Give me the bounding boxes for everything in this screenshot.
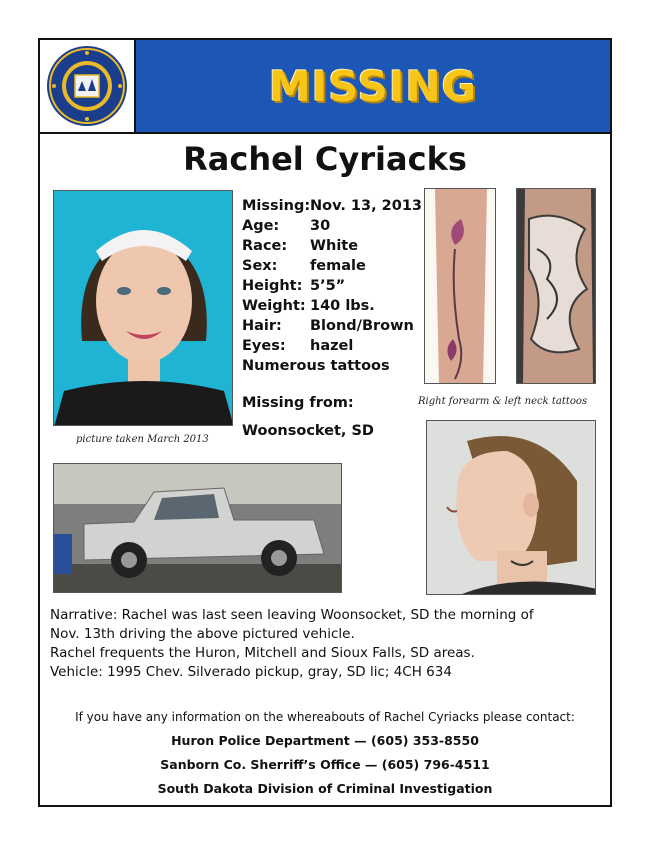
detail-label: Age: bbox=[242, 218, 280, 234]
portrait-photo bbox=[53, 190, 233, 426]
detail-label: Missing: bbox=[242, 198, 311, 214]
narrative-block bbox=[50, 606, 605, 682]
vehicle-photo bbox=[53, 463, 342, 593]
contact-sd-dci: South Dakota Division of Criminal Investigation bbox=[157, 781, 493, 796]
person-name: Rachel Cyriacks bbox=[183, 140, 467, 178]
detail-tattoo-note: Numerous tattoos bbox=[242, 358, 390, 374]
contact-intro: If you have any information on the whereabouts of Rachel Cyriacks please contact: bbox=[75, 710, 575, 724]
detail-label: Race: bbox=[242, 238, 288, 254]
contact-sanborn-sheriff: Sanborn Co. Sherriff’s Office — (605) 796-4511 bbox=[160, 757, 490, 772]
profile-image bbox=[427, 421, 596, 595]
poster-title: MISSING bbox=[268, 61, 478, 111]
detail-value: Nov. 13, 2013 bbox=[310, 198, 423, 214]
detail-label: Sex: bbox=[242, 258, 278, 274]
seal-box bbox=[40, 40, 136, 132]
detail-value: female bbox=[310, 258, 366, 274]
detail-value: Blond/Brown bbox=[310, 318, 414, 334]
poster-header bbox=[40, 40, 610, 134]
detail-sex bbox=[242, 256, 432, 276]
detail-label: Weight: bbox=[242, 298, 306, 314]
detail-label: Hair: bbox=[242, 318, 282, 334]
detail-value: 140 lbs. bbox=[310, 298, 375, 314]
detail-missing bbox=[242, 196, 432, 216]
detail-label: Eyes: bbox=[242, 338, 286, 354]
details-list bbox=[242, 196, 432, 376]
neck-tattoo-photo bbox=[516, 188, 596, 384]
detail-value: 30 bbox=[310, 218, 331, 234]
narrative-line: Rachel frequents the Huron, Mitchell and Sioux Falls, SD areas. bbox=[50, 645, 475, 661]
detail-value: 5’5” bbox=[310, 278, 346, 294]
forearm-tattoo-image bbox=[425, 189, 496, 384]
contact-block bbox=[40, 705, 610, 801]
tattoo-caption: Right forearm & left neck tattoos bbox=[418, 396, 588, 407]
detail-weight bbox=[242, 296, 432, 316]
contact-huron-police: Huron Police Department — (605) 353-8550 bbox=[171, 733, 479, 748]
forearm-tattoo-photo bbox=[424, 188, 496, 384]
detail-eyes bbox=[242, 336, 432, 356]
detail-label: Height: bbox=[242, 278, 303, 294]
detail-hair bbox=[242, 316, 432, 336]
portrait-caption: picture taken March 2013 bbox=[76, 434, 209, 445]
narrative-line: Vehicle: 1995 Chev. Silverado pickup, gray, SD lic; 4CH 634 bbox=[50, 664, 452, 680]
detail-height bbox=[242, 276, 432, 296]
missing-poster bbox=[38, 38, 612, 807]
missing-from-location: Woonsocket, SD bbox=[242, 423, 374, 439]
detail-age bbox=[242, 216, 432, 236]
portrait-image bbox=[54, 191, 233, 426]
profile-photo bbox=[426, 420, 596, 595]
missing-from-label: Missing from: bbox=[242, 395, 354, 411]
narrative-line: Nov. 13th driving the above pictured vehicle. bbox=[50, 626, 355, 642]
detail-value: hazel bbox=[310, 338, 354, 354]
narrative-line: Narrative: Rachel was last seen leaving Woonsocket, SD the morning of bbox=[50, 607, 534, 623]
vehicle-image bbox=[54, 464, 342, 593]
neck-tattoo-image bbox=[517, 189, 596, 384]
detail-race bbox=[242, 236, 432, 256]
title-banner bbox=[136, 40, 610, 132]
dci-seal-icon bbox=[45, 45, 129, 127]
detail-value: White bbox=[310, 238, 359, 254]
